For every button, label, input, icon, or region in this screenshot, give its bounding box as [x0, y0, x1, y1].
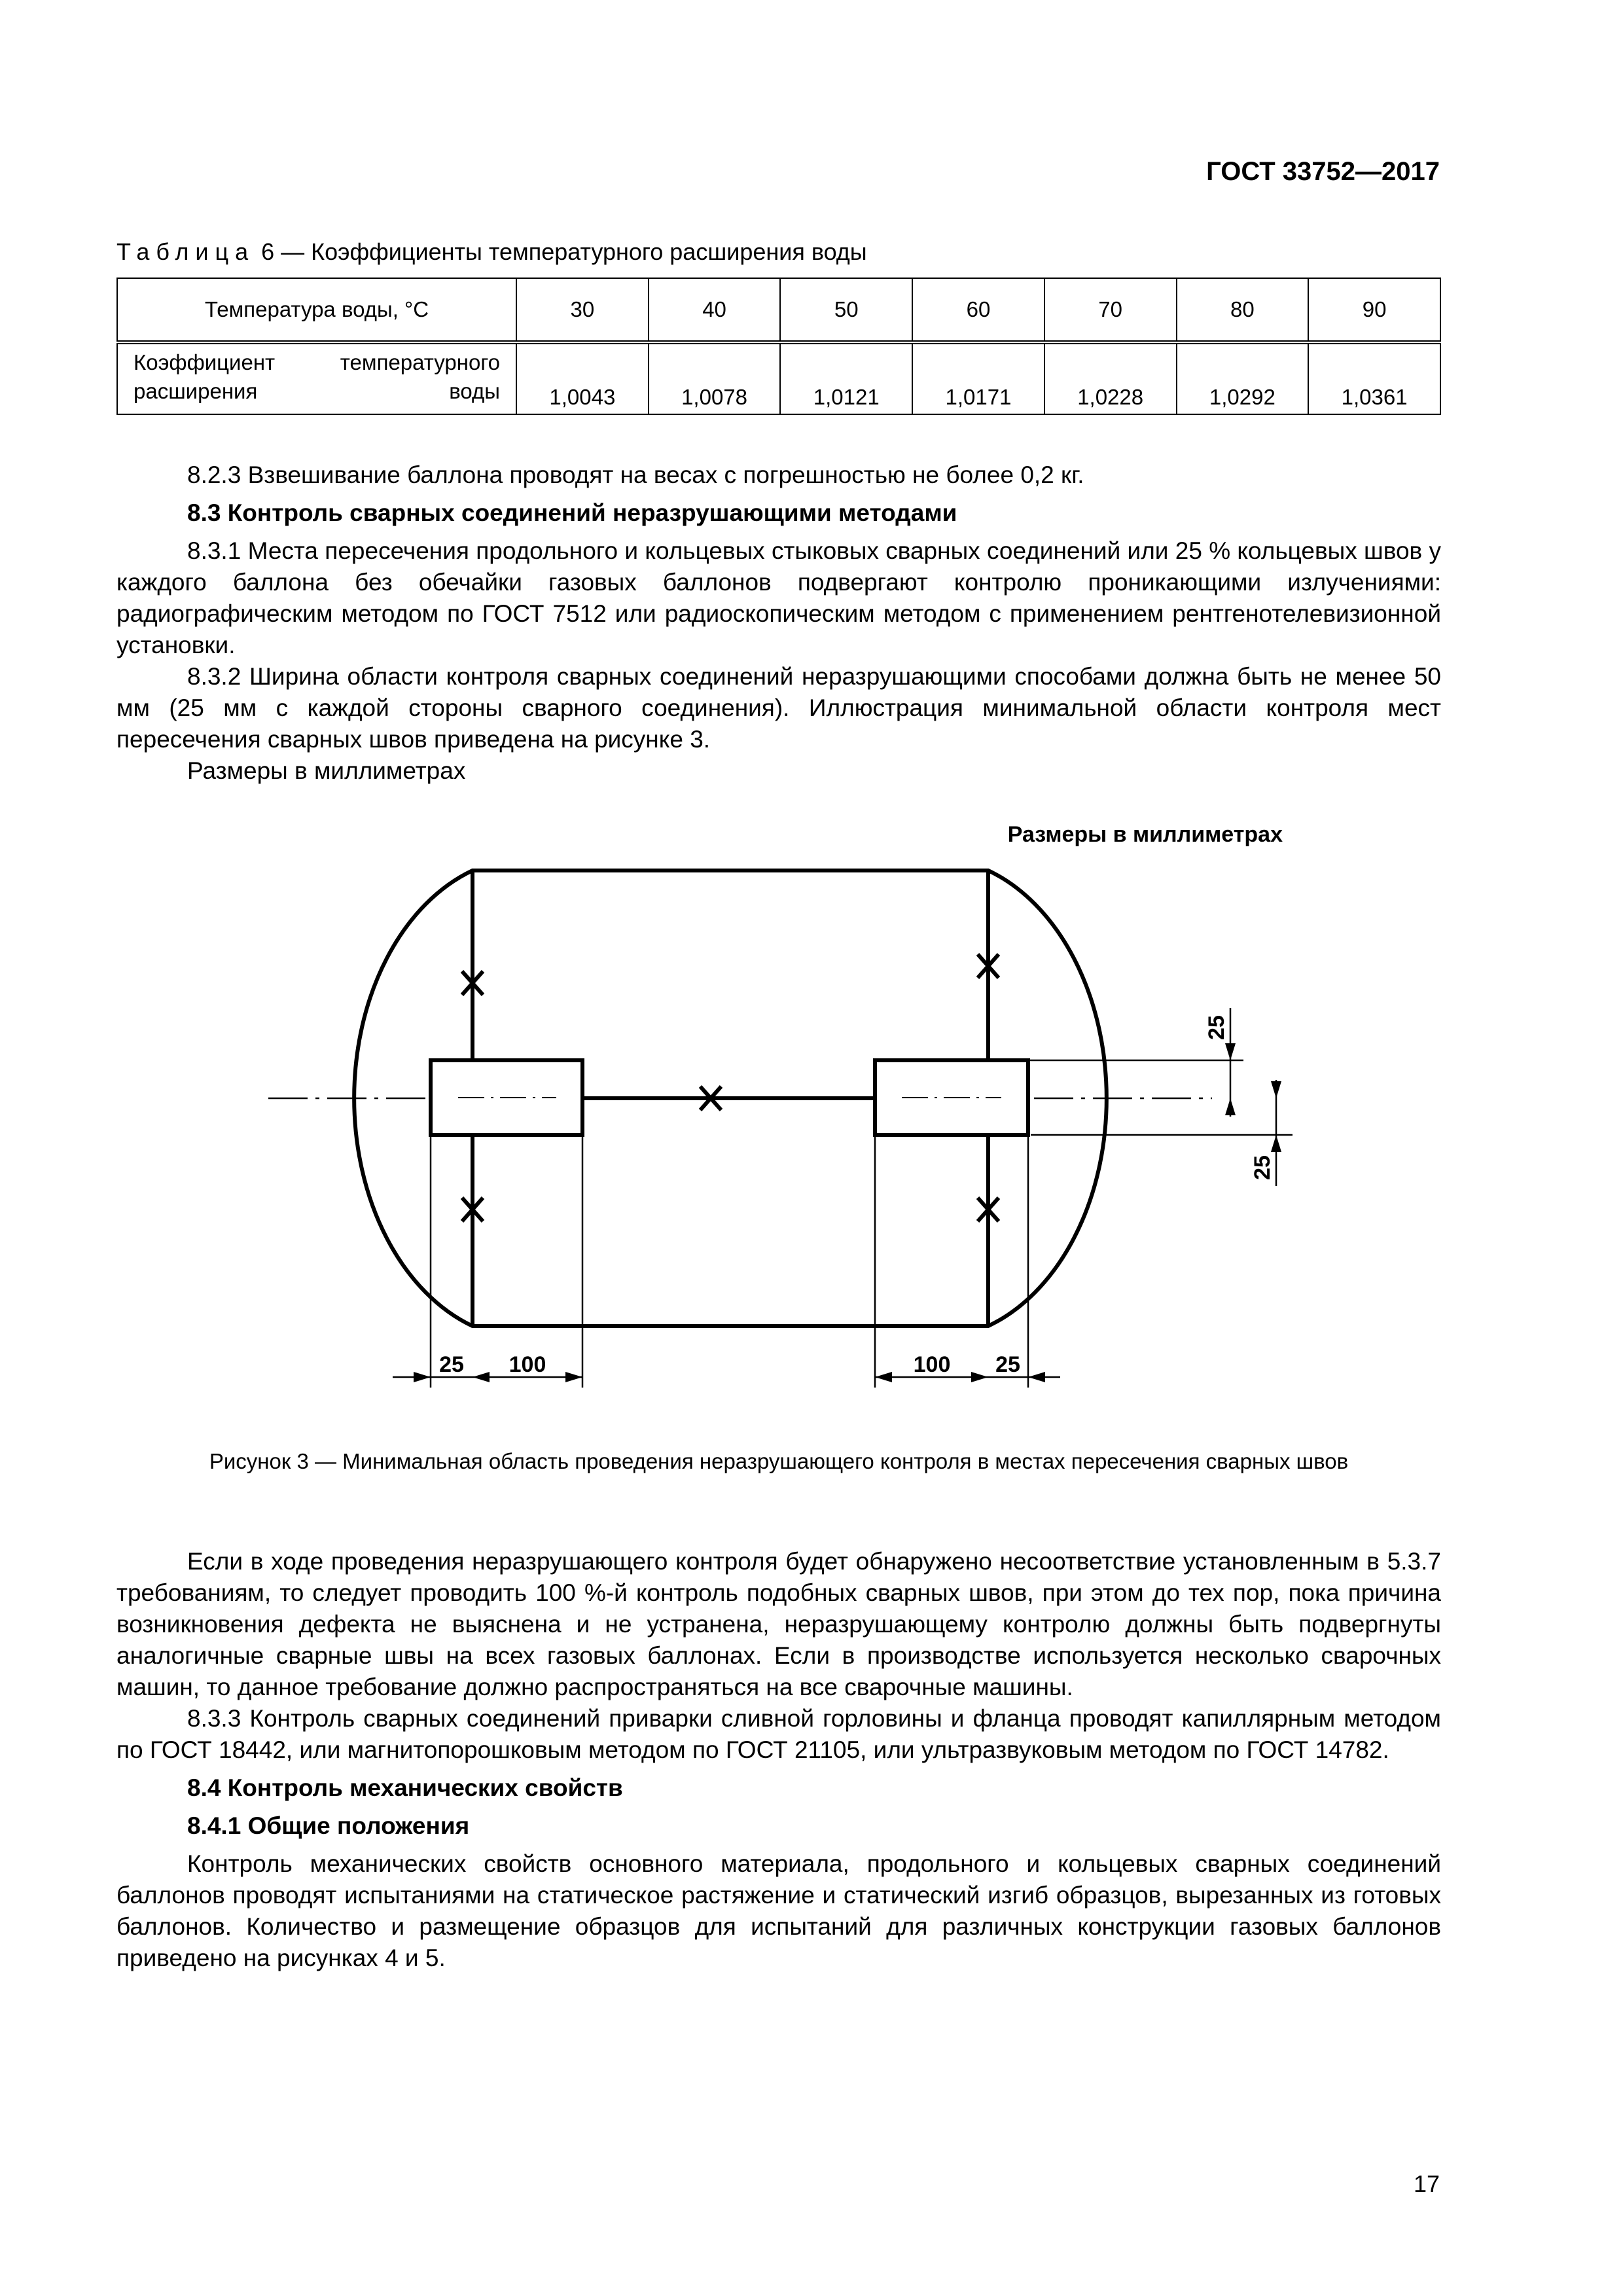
paragraph-8-4-1: Контроль механических свойств основного материала, продольного и кольцевых сварных соединений баллонов проводят испытаниями на статическое растяжение и статический изгиб образцов, вырезанных из готовых баллонов. Количество и размещение образцов для испытаний для различных конструкции газовых баллонов приведено на рисунках 4 и 5. [116, 1850, 1441, 1971]
table-caption-text: 6 — Коэффициенты температурного расширения воды [255, 238, 867, 265]
table-cell: 50 [780, 278, 912, 342]
dimensions-note: Размеры в миллиметрах [187, 757, 466, 784]
table-cell: 60 [912, 278, 1044, 342]
table-cell: 1,0078 [649, 342, 781, 414]
text-block-after-figure [116, 1546, 1441, 1974]
table-cell: 1,0361 [1308, 342, 1440, 414]
table-cell: 1,0171 [912, 342, 1044, 414]
paragraph-8-3-1: 8.3.1 Места пересечения продольного и кольцевых стыковых сварных соединений или 25 % кольцевых швов у каждого баллона без обечайки газовых баллонов подвергают контролю проникающими излучениями: радиографическим методом по ГОСТ 7512 или радиоскопическим методом с применением рентгенотелевизионной установки. [116, 537, 1441, 658]
paragraph-8-2-3: 8.2.3 Взвешивание баллона проводят на весах с погрешностью не более 0,2 кг. [187, 461, 1084, 488]
dim-label-25-left: 25 [439, 1352, 464, 1377]
dim-arrow [1271, 1135, 1281, 1152]
dim-label-100-left: 100 [508, 1352, 546, 1377]
dim-arrow [473, 1372, 490, 1382]
table-cell: 40 [649, 278, 781, 342]
horizontal-dimensions [393, 1135, 1060, 1388]
dim-arrow [565, 1372, 582, 1382]
dim-arrow [1271, 1081, 1281, 1098]
table-cell: 1,0228 [1044, 342, 1177, 414]
heading-8-4-1: 8.4.1 Общие положения [187, 1812, 470, 1839]
table-cell: 80 [1177, 278, 1309, 342]
table-caption-prefix: Таблица [116, 238, 255, 265]
dim-label-100-right: 100 [913, 1352, 951, 1377]
table-row-label-temperature: Температура воды, °C [117, 278, 516, 342]
table-cell: 30 [516, 278, 649, 342]
dim-arrow [875, 1372, 892, 1382]
table-cell: 1,0043 [516, 342, 649, 414]
table-cell: 1,0292 [1177, 342, 1309, 414]
dim-arrow [1028, 1372, 1045, 1382]
dim-label-25-lower: 25 [1250, 1155, 1275, 1180]
dim-label-25-right: 25 [995, 1352, 1020, 1377]
paragraph-after-figure: Если в ходе проведения неразрушающего контроля будет обнаружено несоответствие установленным в 5.3.7 требованиям, то следует проводить 100 %-й контроль подобных сварных швов, при этом до тех пор, пока причина возникновения дефекта не выяснена и не устранена, неразрушающему контролю должны быть подвергнуты аналогичные сварные швы на всех газовых баллонах. Если в производстве используется несколько сварочных машин, то данное требование должно распространяться на все сварочные машины. [116, 1548, 1441, 1700]
table-row-label-coefficient: Коэффициент температурного расширения воды [117, 342, 516, 414]
heading-8-3: 8.3 Контроль сварных соединений неразрушающими методами [187, 499, 957, 526]
figure-caption: Рисунок 3 — Минимальная область проведения неразрушающего контроля в местах пересечения сварных швов [209, 1449, 1349, 1473]
paragraph-8-3-2: 8.3.2 Ширина области контроля сварных соединений неразрушающими способами должна быть не менее 50 мм (25 мм с каждой стороны сварного соединения). Иллюстрация минимальной области контроля мест пересечения сварных швов приведена на рисунке 3. [116, 663, 1441, 753]
figure-dims-label: Размеры в миллиметрах [1007, 822, 1283, 847]
dim-arrow [1225, 1043, 1236, 1060]
dim-label-25-upper: 25 [1204, 1015, 1229, 1040]
heading-8-4: 8.4 Контроль механических свойств [187, 1774, 623, 1801]
document-id: ГОСТ 33752—2017 [1206, 157, 1440, 186]
table-cell: 90 [1308, 278, 1440, 342]
dim-arrow [1225, 1098, 1236, 1115]
dim-arrow [971, 1372, 988, 1382]
table-cell: 70 [1044, 278, 1177, 342]
paragraph-8-3-3: 8.3.3 Контроль сварных соединений приварки сливной горловины и фланца проводят капиллярным методом по ГОСТ 18442, или магнитопорошковым методом по ГОСТ 21105, или ультразвуковым методом по ГОСТ 14782. [116, 1705, 1441, 1763]
page-number: 17 [1413, 2170, 1440, 2197]
dim-arrow [414, 1372, 431, 1382]
table-cell: 1,0121 [780, 342, 912, 414]
